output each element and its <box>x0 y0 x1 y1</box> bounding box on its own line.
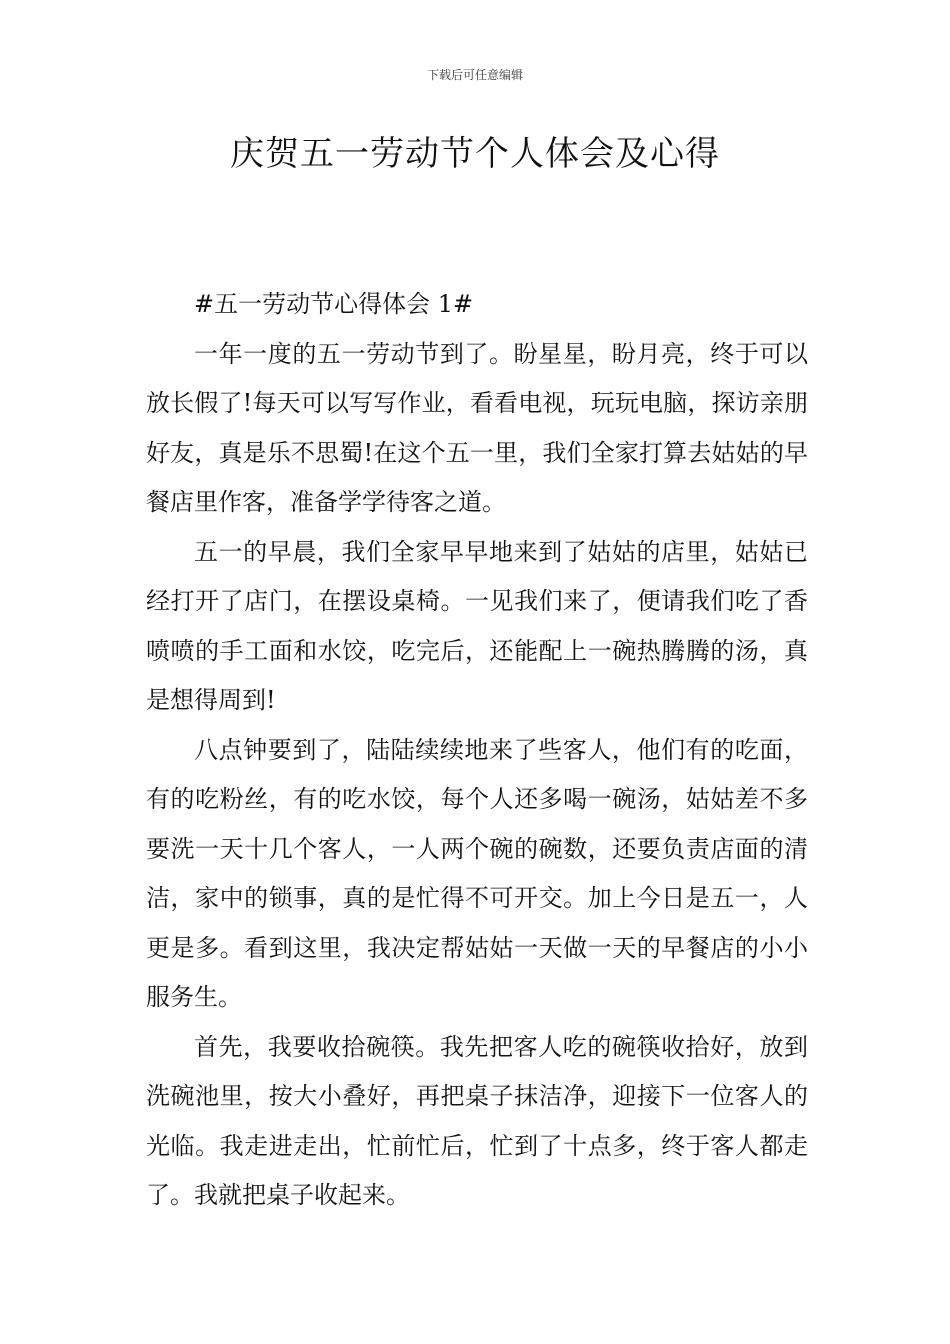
document-body <box>146 280 808 1221</box>
document-title: 庆贺五一劳动节个人体会及心得 <box>230 134 720 174</box>
paragraph-4: 首先，我要收拾碗筷。我先把客人吃的碗筷收拾好，放到洗碗池里，按大小叠好，再把桌子抹洁净，迎接下一位客人的光临。我走进走出，忙前忙后，忙到了十点多，终于客人都走了。我就把桌子收起来。 <box>146 1032 808 1209</box>
paragraph-1: 一年一度的五一劳动节到了。盼星星，盼月亮，终于可以放长假了!每天可以写写作业，看看电视，玩玩电脑，探访亲朋好友，真是乐不思蜀!在这个五一里，我们全家打算去姑姑的早餐店里作客，准备学学待客之道。 <box>146 339 808 516</box>
paragraph-2: 五一的早晨，我们全家早早地来到了姑姑的店里，姑姑已经打开了店门，在摆设桌椅。一见我们来了，便请我们吃了香喷喷的手工面和水饺，吃完后，还能配上一碗热腾腾的汤，真是想得周到! <box>146 537 808 714</box>
paragraph-3: 八点钟要到了，陆陆续续地来了些客人，他们有的吃面，有的吃粉丝，有的吃水饺，每个人还多喝一碗汤，姑姑差不多要洗一天十几个客人，一人两个碗的碗数，还要负责店面的清洁，家中的锁事，真的是忙得不可开交。加上今日是五一，人更是多。看到这里，我决定帮姑姑一天做一天的早餐店的小小服务生。 <box>146 735 808 1011</box>
header-note: 下载后可任意编辑 <box>426 68 523 82</box>
section-heading: #五一劳动节心得体会 1# <box>194 290 474 318</box>
